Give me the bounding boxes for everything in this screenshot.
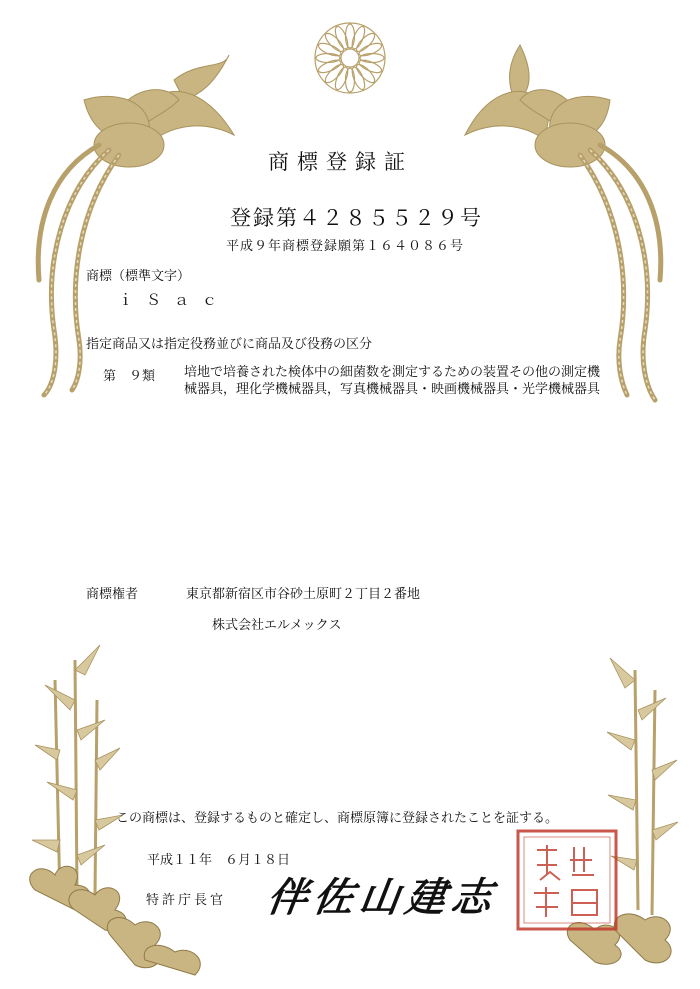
- certificate-title: 商標登録証: [268, 150, 413, 174]
- issuer-title: 特許庁長官: [146, 893, 227, 908]
- certification-text: この商標は、登録するものと確定し、商標原簿に登録されたことを証する。: [116, 811, 559, 826]
- owner-address: 東京都新宿区市谷砂土原町２丁目２番地: [186, 587, 421, 602]
- class-label: 第 ９類: [103, 369, 156, 384]
- trademark-char: ｃ: [202, 291, 218, 309]
- phoenix-right-icon: [460, 40, 675, 410]
- signature: 伴佐山建志: [264, 875, 501, 921]
- goods-heading: 指定商品又は指定役務並びに商品及び役務の区分: [86, 337, 373, 352]
- application-number: 平成９年商標登録願第１６４０８６号: [226, 239, 465, 254]
- trademark-text: [118, 289, 230, 310]
- owner-label: 商標権者: [86, 587, 139, 602]
- owner-name: 株式会社エルメックス: [212, 618, 342, 633]
- official-seal-icon: [512, 825, 622, 935]
- trademark-label: 商標（標準文字）: [86, 269, 191, 284]
- issue-date: 平成１１年 ６月１８日: [147, 853, 291, 868]
- registration-number: 登録第４２８５５２９号: [230, 206, 483, 230]
- trademark-char: Ｓ: [146, 291, 162, 309]
- chrysanthemum-emblem-icon: [312, 20, 388, 96]
- trademark-char: ｉ: [118, 291, 134, 309]
- trademark-char: ａ: [174, 291, 190, 309]
- goods-description: 培地で培養された検体中の細菌数を測定するための装置その他の測定機械器具，理化学機械器具，写真機械器具・映画機械器具・光学機械器具: [184, 365, 601, 397]
